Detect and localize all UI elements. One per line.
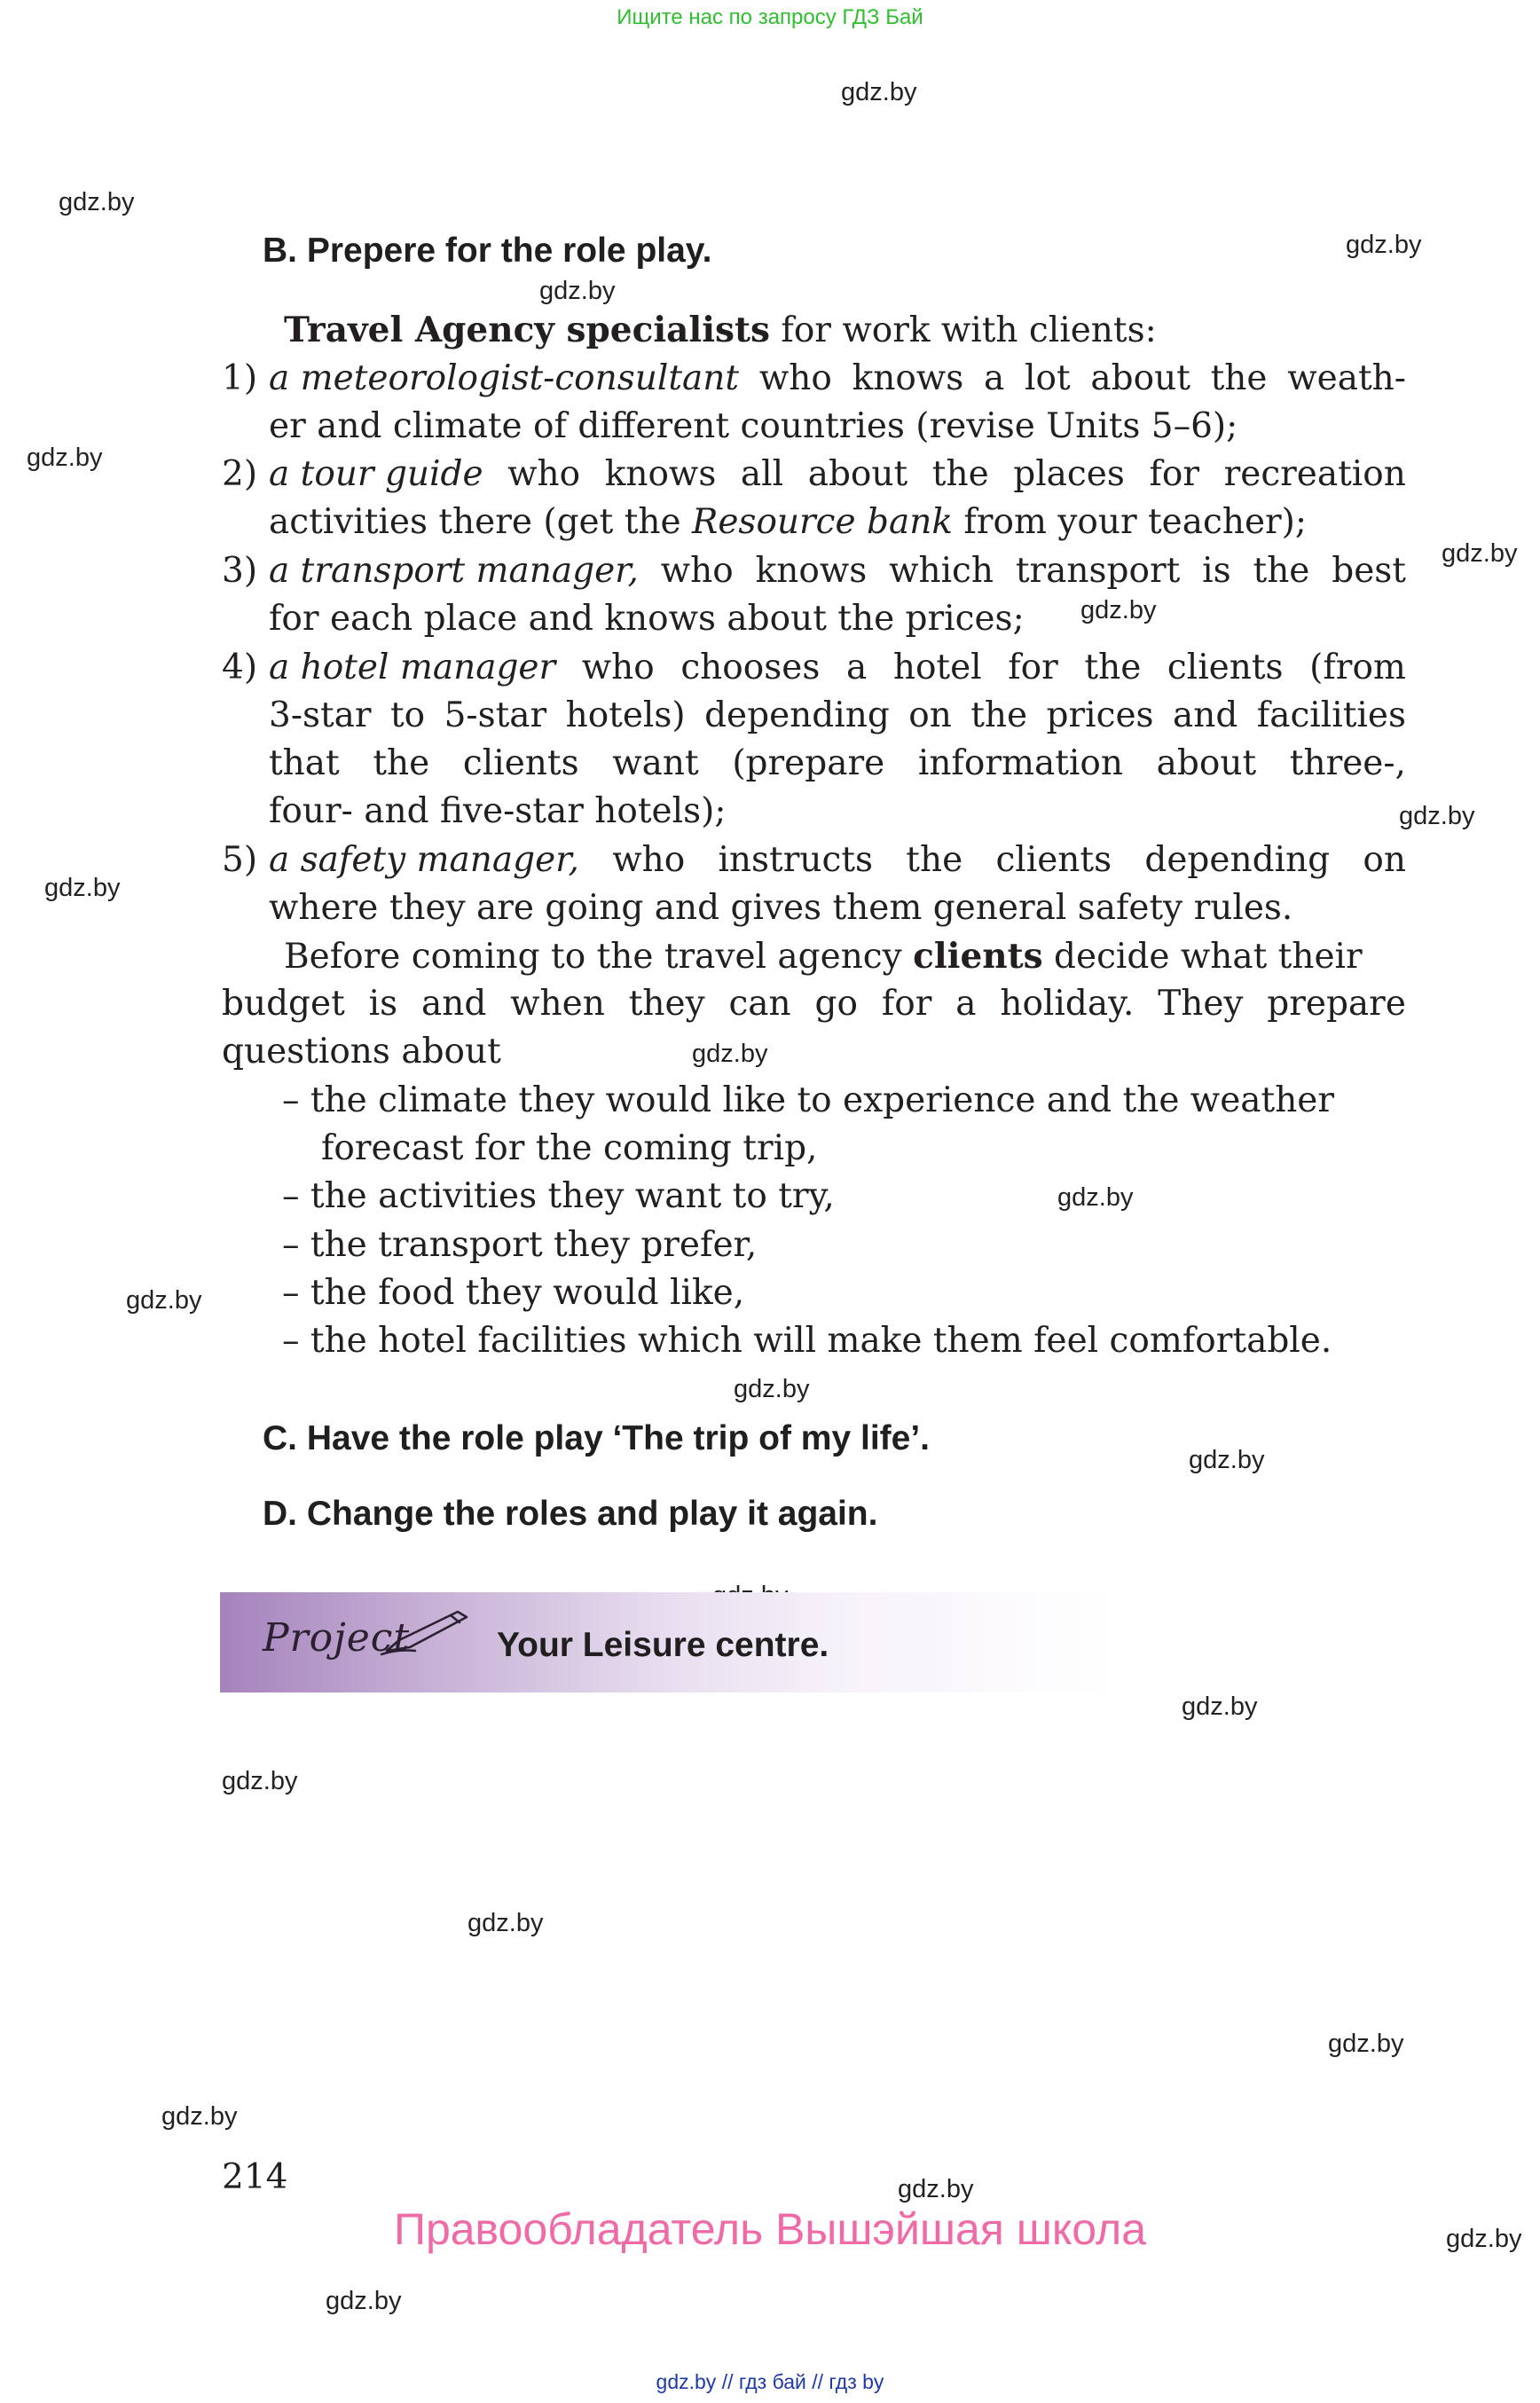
specialists-intro [284,306,1157,355]
clients-paragraph-line [284,932,1363,981]
word: depending [1144,840,1331,880]
word: on [908,695,952,735]
word: who [660,551,734,591]
role-name: a transport manager, [269,551,639,591]
item-number: 3) [222,551,258,591]
word: knows [755,551,868,591]
role-name: a safety manager, [269,840,579,880]
list-item-line [269,547,1406,595]
word: that [269,743,340,783]
list-item-line [269,499,1307,546]
watermark: gdz.by [468,1909,544,1937]
word: transport [1015,551,1181,591]
item-number: 1) [222,358,258,398]
clients-paragraph-line [222,980,1406,1028]
word: who [507,454,581,494]
text: Before coming to the travel agency [284,937,902,977]
item-number: 4) [222,648,258,687]
word: can [728,984,791,1024]
word: (from [1309,648,1406,687]
bullet-item: forecast for the coming trip, [321,1128,818,1168]
watermark: gdz.by [44,874,121,902]
list-item-line [269,451,1406,499]
word: prices [1046,695,1154,735]
word: for [1008,648,1058,687]
watermark: gdz.by [222,1767,298,1795]
watermark: gdz.by [27,444,103,472]
word: information [917,743,1123,783]
word: the [931,454,989,494]
list-item-line [269,836,1406,884]
word: is [1202,551,1231,591]
copyright-notice: Правообладатель Вышэйшая школа [394,2204,1146,2254]
watermark: gdz.by [1328,2030,1404,2058]
watermark: gdz.by [841,78,917,106]
word: about [807,454,908,494]
word: budget [222,984,345,1024]
word: weath- [1287,358,1406,398]
word: They [1158,984,1244,1024]
word: clients [995,840,1112,880]
word: is [368,984,398,1024]
watermark: gdz.by [539,277,616,305]
project-label: Project [263,1615,411,1661]
word: the [1253,551,1310,591]
word: hotel [892,648,982,687]
watermark: gdz.by [898,2175,974,2203]
word: prepare [1267,984,1406,1024]
word: clients [1167,648,1284,687]
word: a [845,648,868,687]
word: hotels) [565,695,686,735]
role-name: a tour guide [269,454,483,494]
watermark: gdz.by [1189,1446,1265,1474]
page-number: 214 [222,2157,288,2197]
text: decide what their [1054,937,1363,977]
word: knows [604,454,717,494]
word: which [889,551,994,591]
pen-icon [380,1605,477,1658]
text: activities there (get the [269,502,681,542]
word: who [581,648,655,687]
word: all [740,454,784,494]
word: three-, [1289,743,1406,783]
watermark: gdz.by [161,2102,238,2131]
section-c-heading: C. Have the role play ‘The trip of my life’. [263,1419,931,1457]
word: about [1156,743,1257,783]
list-item-line [269,355,1406,403]
word: and [420,984,487,1024]
project-band [220,1592,1116,1692]
word: chooses [680,648,821,687]
word: the [373,743,430,783]
word: go [814,984,858,1024]
watermark: gdz.by [1346,231,1422,259]
role-name: a meteorologist-consultant [269,358,740,398]
intro-rest: for work with clients: [781,310,1157,350]
bullet-item: – the transport they prefer, [282,1225,758,1265]
list-item-line: for each place and knows about the prices; [269,599,1025,639]
word: the [906,840,963,880]
role-name: a hotel manager [269,648,556,687]
section-b-heading: B. Prepere for the role play. [263,232,712,270]
watermark: gdz.by [734,1375,810,1403]
word: and [1173,695,1238,735]
watermark: gdz.by [126,1286,202,1315]
word: the [1084,648,1142,687]
bullet-item: – the food they would like, [282,1273,745,1313]
word: for [881,984,932,1024]
list-item-line [269,740,1406,788]
watermark: gdz.by [692,1040,768,1068]
watermark: gdz.by [1446,2225,1522,2253]
word: who [758,358,832,398]
top-banner[interactable]: Ищите нас по запросу ГДЗ Бай [617,5,923,29]
bullet-item: – the hotel facilities which will make them feel comfortable. [282,1321,1332,1361]
word: instructs [718,840,874,880]
word: a [955,984,977,1024]
word: best [1332,551,1406,591]
word: (prepare [732,743,885,783]
word: for [1149,454,1200,494]
word: want [612,743,699,783]
watermark: gdz.by [326,2287,402,2315]
intro-bold: Travel Agency specialists [284,310,770,350]
clients-paragraph-line: questions about [222,1032,501,1072]
word: who [612,840,686,880]
word: recreation [1223,454,1406,494]
word: the [970,695,1028,735]
word: a [983,358,1005,398]
bullet-item: – the activities they want to try, [282,1176,835,1216]
watermark: gdz.by [1080,596,1157,624]
text: from your teacher); [963,502,1308,542]
word: knows [852,358,964,398]
word: on [1363,840,1406,880]
item-number: 5) [222,840,258,880]
clients-bold: clients [913,936,1043,977]
list-item-line [269,692,1406,740]
word: 5-star [444,695,547,735]
word: they [628,984,705,1024]
word: to [390,695,426,735]
list-item-line [269,644,1406,692]
watermark: gdz.by [59,188,135,216]
resource-bank: Resource bank [691,502,953,542]
list-item-line: where they are going and gives them general safety rules. [269,888,1293,928]
word: facilities [1256,695,1406,735]
word: depending [704,695,890,735]
word: 3-star [269,695,372,735]
footer-links[interactable]: gdz.by // гдз бай // гдз by [656,2370,884,2393]
word: the [1210,358,1268,398]
word: clients [462,743,579,783]
word: when [510,984,605,1024]
bullet-item: – the climate they would like to experience and the weather [282,1080,1335,1120]
word: lot [1024,358,1071,398]
project-text: Your Leisure centre. [497,1626,829,1664]
watermark: gdz.by [1399,802,1475,830]
section-d-heading: D. Change the roles and play it again. [263,1495,878,1533]
item-number: 2) [222,454,258,494]
watermark: gdz.by [1057,1183,1134,1212]
word: places [1013,454,1125,494]
word: about [1090,358,1190,398]
list-item-line: four- and five-star hotels); [269,791,727,831]
list-item-line: er and climate of different countries (revise Units 5–6); [269,406,1238,446]
word: holiday. [1000,984,1135,1024]
watermark: gdz.by [1442,539,1518,568]
watermark: gdz.by [1182,1692,1258,1721]
